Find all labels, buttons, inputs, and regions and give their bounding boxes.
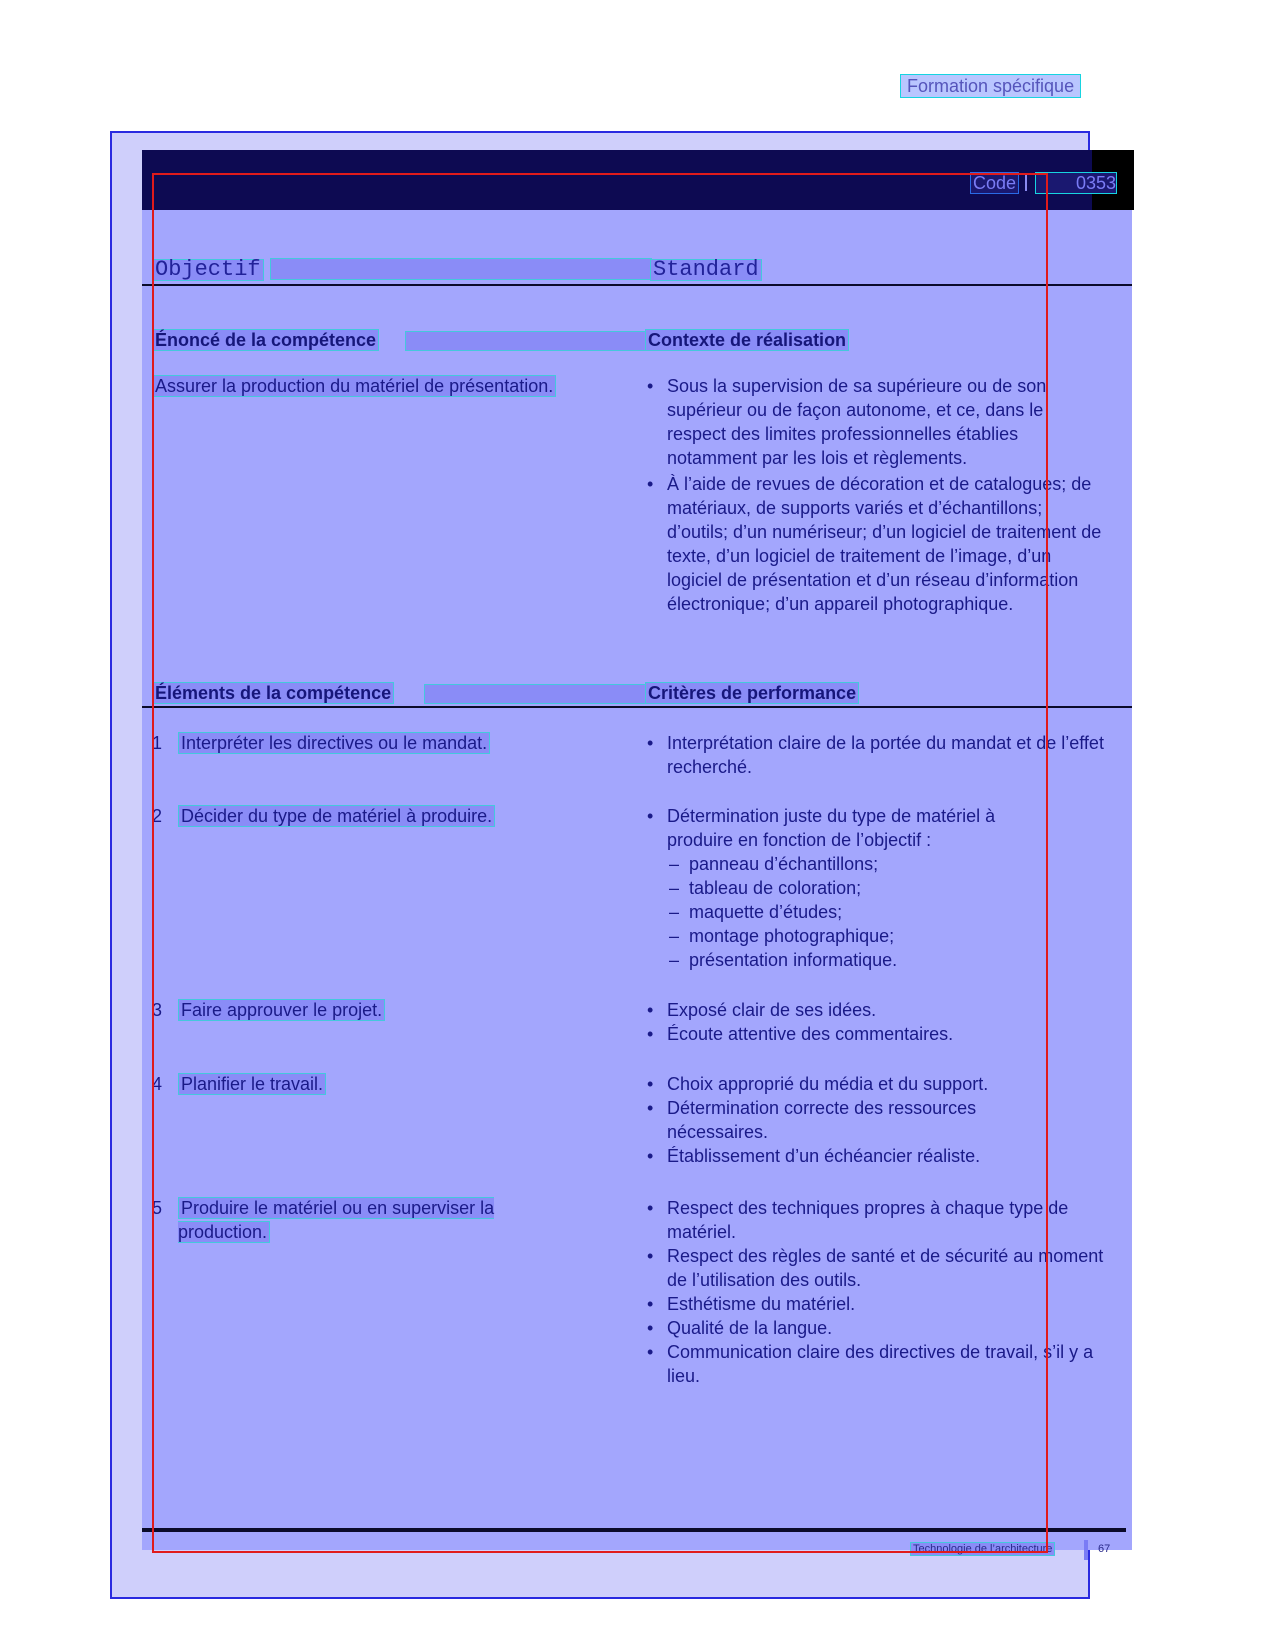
element-5: 5 Produire le matériel ou en superviser la production. <box>152 1198 495 1242</box>
criterion: • Interprétation claire de la portée du mandat et de l’effet recherché. <box>645 731 1115 779</box>
element-3: 3 Faire approuver le projet. <box>152 998 647 1022</box>
running-header: Formation spécifique <box>900 74 1081 98</box>
criterion: • Choix approprié du média et du support. <box>645 1072 1045 1096</box>
contexte-item: • À l’aide de revues de décoration et de catalogues; de matériaux, de supports variés et d’échantillons; d’outils; d’un numériseur; d’un logiciel de traitement de texte, d’un logiciel de traitement de l’image, d’un logiciel de présentation et d’un réseau d’information électronique; d’un appareil photographique. <box>645 472 1105 616</box>
element-1: 1 Interpréter les directives ou le mandat. <box>152 731 647 755</box>
enonce-heading: Énoncé de la compétence <box>152 329 379 351</box>
criterion: • Écoute attentive des commentaires. <box>645 1022 1115 1046</box>
subitem: – panneau d’échantillons; <box>667 852 1047 876</box>
criterion: • Exposé clair de ses idées. <box>645 998 1115 1022</box>
selection-frame <box>152 173 1048 1553</box>
criterion: • Communication claire des directives de travail, s’il y a lieu. <box>645 1340 1105 1388</box>
subitem: – tableau de coloration; <box>667 876 1047 900</box>
enonce-text: Assurer la production du matériel de présentation. <box>152 374 652 398</box>
criterion: • Respect des techniques propres à chaque type de matériel. <box>645 1196 1105 1244</box>
contexte-heading: Contexte de réalisation <box>645 329 849 351</box>
criterion: • Qualité de la langue. <box>645 1316 1105 1340</box>
criterion: • Respect des règles de santé et de sécurité au moment de l’utilisation des outils. <box>645 1244 1105 1292</box>
contexte-item: • Sous la supervision de sa supérieure ou de son supérieur ou de façon autonome, et ce, dans le respect des limites professionnelles établies notamment par les lois et règlements. <box>645 374 1105 470</box>
criterion: • Détermination juste du type de matériel à produire en fonction de l’objectif : <box>645 804 1045 852</box>
criterion: • Détermination correcte des ressources nécessaires. <box>645 1096 1045 1144</box>
criterion: • Esthétisme du matériel. <box>645 1292 1105 1316</box>
code-value: 0353 <box>1035 172 1117 194</box>
footer-separator <box>1084 1540 1088 1560</box>
subitem: – présentation informatique. <box>667 948 1047 972</box>
subitem: – maquette d’études; <box>667 900 1047 924</box>
elements-heading: Éléments de la compétence <box>152 682 394 704</box>
element-4: 4 Planifier le travail. <box>152 1072 647 1096</box>
code-label: Code <box>970 172 1019 194</box>
element-2: 2 Décider du type de matériel à produire. <box>152 804 647 828</box>
footer-text: Technologie de l’architecture <box>910 1543 1055 1555</box>
page-number: 67 <box>1098 1543 1111 1555</box>
subitem: – montage photographique; <box>667 924 1047 948</box>
standard-title: Standard <box>650 257 770 279</box>
objectif-title: Objectif <box>152 257 267 279</box>
criteres-heading: Critères de performance <box>645 682 859 704</box>
criterion: • Établissement d’un échéancier réaliste. <box>645 1144 1045 1168</box>
